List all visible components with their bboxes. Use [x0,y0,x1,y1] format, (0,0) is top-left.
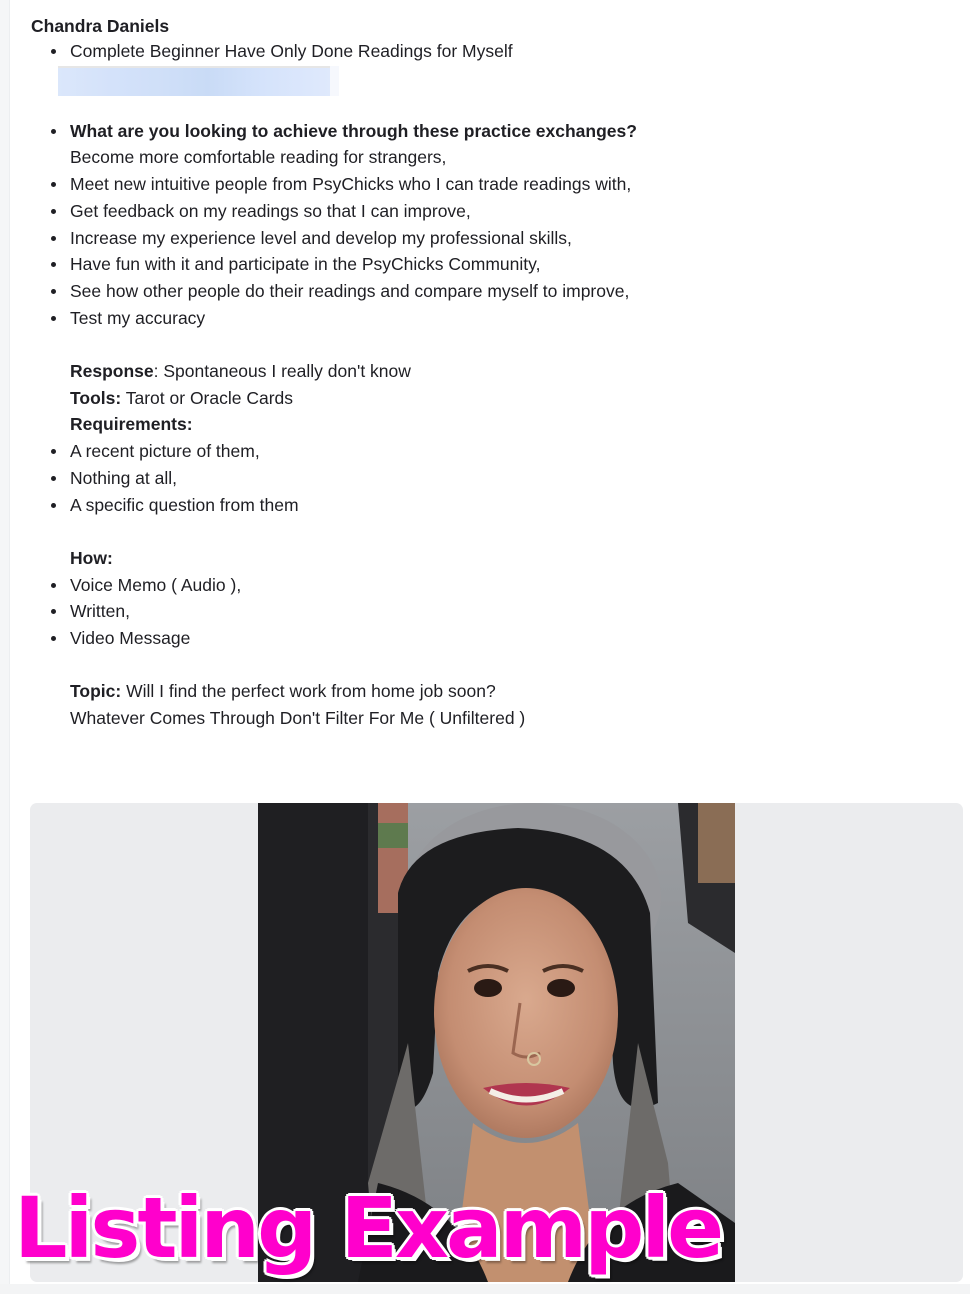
how-list [31,572,931,652]
goal-item: Increase my experience level and develop my professional skills, [31,225,931,252]
topic-line [31,678,931,705]
goals-question [31,118,931,145]
tools-value: Tarot or Oracle Cards [125,387,294,408]
response-line: Response: Spontaneous I really don't know [70,361,411,382]
goal-item: Test my accuracy [31,305,931,332]
experience-level: Complete Beginner Have Only Done Readings for Myself [31,38,931,65]
goal-item: Get feedback on my readings so that I can improve, [31,198,931,225]
topic-extra: Whatever Comes Through Don't Filter For Me ( Unfiltered ) [70,708,526,729]
tools-label: Tools: [70,387,122,408]
requirement-item: A specific question from them [31,492,931,519]
bottom-strip [0,1284,970,1294]
listing-example-overlay: Listing Example [14,1179,722,1277]
requirement-item: Nothing at all, [31,465,931,492]
goal-item: Meet new intuitive people from PsyChicks who I can trade readings with, [31,171,931,198]
topic-value: Will I find the perfect work from home job soon? [126,681,496,702]
requirements-list [31,438,931,518]
how-item: Video Message [31,625,931,652]
goals-list [31,118,931,145]
goals-first-answer: Become more comfortable reading for strangers, [70,147,447,168]
how-item: Voice Memo ( Audio ), [31,572,931,599]
response-label: Response [70,361,154,382]
topic-label: Topic: [70,681,122,702]
listing-content [31,14,931,732]
redacted-link [58,66,330,96]
how-label: How: [70,547,113,568]
goal-item: Have fun with it and participate in the PsyChicks Community, [31,251,931,278]
experience-list [31,38,931,65]
left-rail [0,0,10,1294]
requirements-label: Requirements: [70,414,193,435]
author-name: Chandra Daniels [31,16,170,36]
how-item: Written, [31,598,931,625]
requirement-item: A recent picture of them, [31,438,931,465]
goal-item: See how other people do their readings and compare myself to improve, [31,278,931,305]
response-value: Spontaneous I really don't know [163,361,411,382]
goals-items [31,171,931,331]
tools-line [31,385,931,412]
goals-question-text: What are you looking to achieve through these practice exchanges? [70,120,637,141]
